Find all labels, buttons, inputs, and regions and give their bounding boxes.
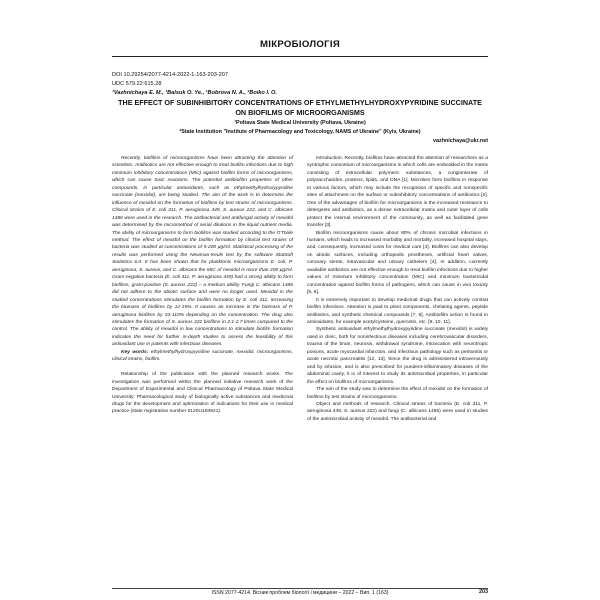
intro-paragraph-1: Introduction. Recently, biofilms have attracted the attention of researchers as a syntrophic consortium of microorganisms in which cells are embedded in the matrix consisting of extracellular polymeric substances, a conglomerate of polysaccharides, proteins, lipids, and DNA [1]. Microbes form biofilms in response to various factors, which may include the recognition of specific and nonspecific sites of attachment on the surface or subinhibitory concentrations of antibiotics [2]. One of the advantages of biofilm for microorganisms is the increased resistance to detergents and antibiotics, as a dense extracellular matrix and outer layer of cells protect the internal environment of the community, as well as facilitated gene transfer [3].: [307, 156, 488, 229]
doi: DOI 10.29254/2077-4214-2022-1-163-203-207: [112, 72, 229, 78]
intro-paragraph-4: Synthetic antioxidant ethylmethylhydroxypyridine succinate (mexidol) is widely used in clinic, both for noninfectious diseases including cerebrovascular disorders, trauma of the brain, neurosis, withdrawal syndrome, intoxication with neurotropic poisons, acute myocardial infarction, and infectious pathology such as peritonitis or acute necrotic pancreatitis [12, 13]. Since the drug is administered intravenously and by infusion, and is also prescribed for purulent-inflammatory diseases of the abdominal cavity, it is of interest to study its antimicrobial properties, in particular the effect on biofilms of microorganisms.: [307, 327, 488, 385]
header-rule: [112, 56, 488, 57]
udc: UDC 579.22:615.28: [112, 81, 162, 87]
affiliation-2: ²State Institution "Institute of Pharmacology and Toxicology, NAMS of Ukraine" (Kyiv, Ukraine): [179, 129, 421, 135]
section-title: МІКРОБІОЛОГІЯ: [259, 39, 341, 50]
intro-paragraph-2: Biofilm microorganisms cause about 80% of chronic microbial infections in humans, which leads to increased morbidity and mortality, increased hospital stays, and, consequently, increased costs for medical care [4]. Biofilms can also develop on abiotic surfaces, including orthopedic prostheses, artificial heart valves, coronary stents, intravascular and urinary catheters [4]. In addition, currently available antibiotics are not effective enough to treat biofilm infections due to higher values of minimum inhibitory concentration (MIC) and minimum bactericidal concentration against biofilm forms of pathogens, which can cause in vivo toxicity [5, 6].: [307, 230, 488, 296]
authors: ¹Vazhnichaya E. M., ¹Balsuk O. Ye., ¹Bobrova N. A., ²Boiko I. O.: [112, 90, 277, 96]
aim-paragraph: The aim of the study was to determine the effect of mexidol on the formation of biofilms by test strains of microorganisms.: [307, 387, 488, 400]
journal-footer: ISSN 2077-4214. Вісник проблем біології і медицини – 2022 – Вип. 1 (163): [211, 590, 389, 596]
affiliation-1: ¹Poltava State Medical University (Poltava, Ukraine): [234, 120, 366, 126]
abstract: Recently, biofilms of microorganisms have been attracting the attention of scientists. Antibiotics are not effective enough to treat biofilm infections due to high minimum inhibitory concentrations (MIC) against biofilm forms of microorganisms, which can cause toxic reactions. The potential antibiofilm properties of other compounds, in particular antioxidants, such as ethylmethylhydroxypyridine succinate (mexidol), are being studied. The aim of the work is to determine the influence of mexidol on the formation of biofilms by test strains of microorganisms. Clinical strains of E. coli 311, P. aeruginosa 449, S. aureus 222, and C. albicans 1486 were used in the research. The antibacterial and antifungal activity of mexidol was determined by the micromethod of serial dilutions in the liquid nutrient media. The ability of microorganisms to form biofilms was studied according to the O'Toole method. The effect of mexidol on the biofilm formation by clinical test strains of bacteria was studied at concentrations of 5-200 μg/ml. Statistical processing of the results was performed using the Newman-Keuls test by the software StatSoft Statistica 6.0. It has been shown that for planktonic microorganisms E. coli, P. aeruginosa, S. aureus, and C. albicans the MIC of mexidol is more than 200 μg/ml. Gram-negative bacteria (E. coli 311, P. aeruginosa 449) had a strong ability to form biofilms, gram-positive (S. aureus 222) – a medium ability. Fungi C. albicans 1486 did not adhere to the abiotic surface and were no longer used. Mexidol in the studied concentrations stimulates the biofilm formation by E. coli 311, increasing the biomass of biofilms by 12-15%. It causes an increase in the biomass of P. aeruginosa biofilms by 33-110% depending on the concentration. The drug also stimulates the formation of S. aureus 222 biofilms in 2.1-2.7 times compared to the control. The ability of mexidol in low concentrations to stimulate biofilm formation indicates the need for further in-depth studies to assess the feasibility of this antioxidant use in patients with infectious diseases.: [112, 156, 293, 348]
keywords-label: Key words:: [121, 349, 149, 355]
contact-email[interactable]: vazhnichaya@ukr.net: [433, 138, 488, 144]
page-number: 203: [479, 589, 488, 595]
left-column: [112, 155, 293, 416]
spacer: [112, 364, 293, 372]
keywords: [112, 349, 293, 364]
intro-paragraph-3: It is extremely important to develop medicinal drugs that can actively combat biofilm infections. Attention is paid to plant components, chelating agents, peptide antibiotics, and synthetic chemical compounds [7, 8]. Antibiofilm action is found in antioxidants, for example acetylcysteine, quercetin, etc. [9, 10, 11].: [307, 297, 488, 325]
right-column: [307, 155, 488, 423]
article-title: THE EFFECT OF SUBINHIBITORY CONCENTRATIONS OF ETHYLMETHYLHYDROXYPYRIDINE SUCCINATE ON BIOFILMS OF MICROORGANISMS: [118, 98, 482, 117]
methods-paragraph: Object and methods of research. Clinical strains of bacteria (E. coli 311, P. aeruginosa 449, S. aureus 222) and fungi (C. albicans 1486) were used in studies of the antimicrobial activity of mexidol. The antibacterial and: [307, 401, 488, 422]
keywords-text: ethylmethylhydroxypyridine succinate, mexidol, microorganisms, clinical strains, biofilm.: [112, 349, 293, 363]
relationship-paragraph: Relationship of the publication with the planned research works. The investigation was performed within the planned initiative research work of the Department of Experimental and Clinical Pharmacology of Poltava State Medical University: Pharmacological study of biologically active substances and medicinal drugs for the development and optimization of indications for their use in medical practice (state registration number 0120U103921).: [112, 372, 293, 415]
